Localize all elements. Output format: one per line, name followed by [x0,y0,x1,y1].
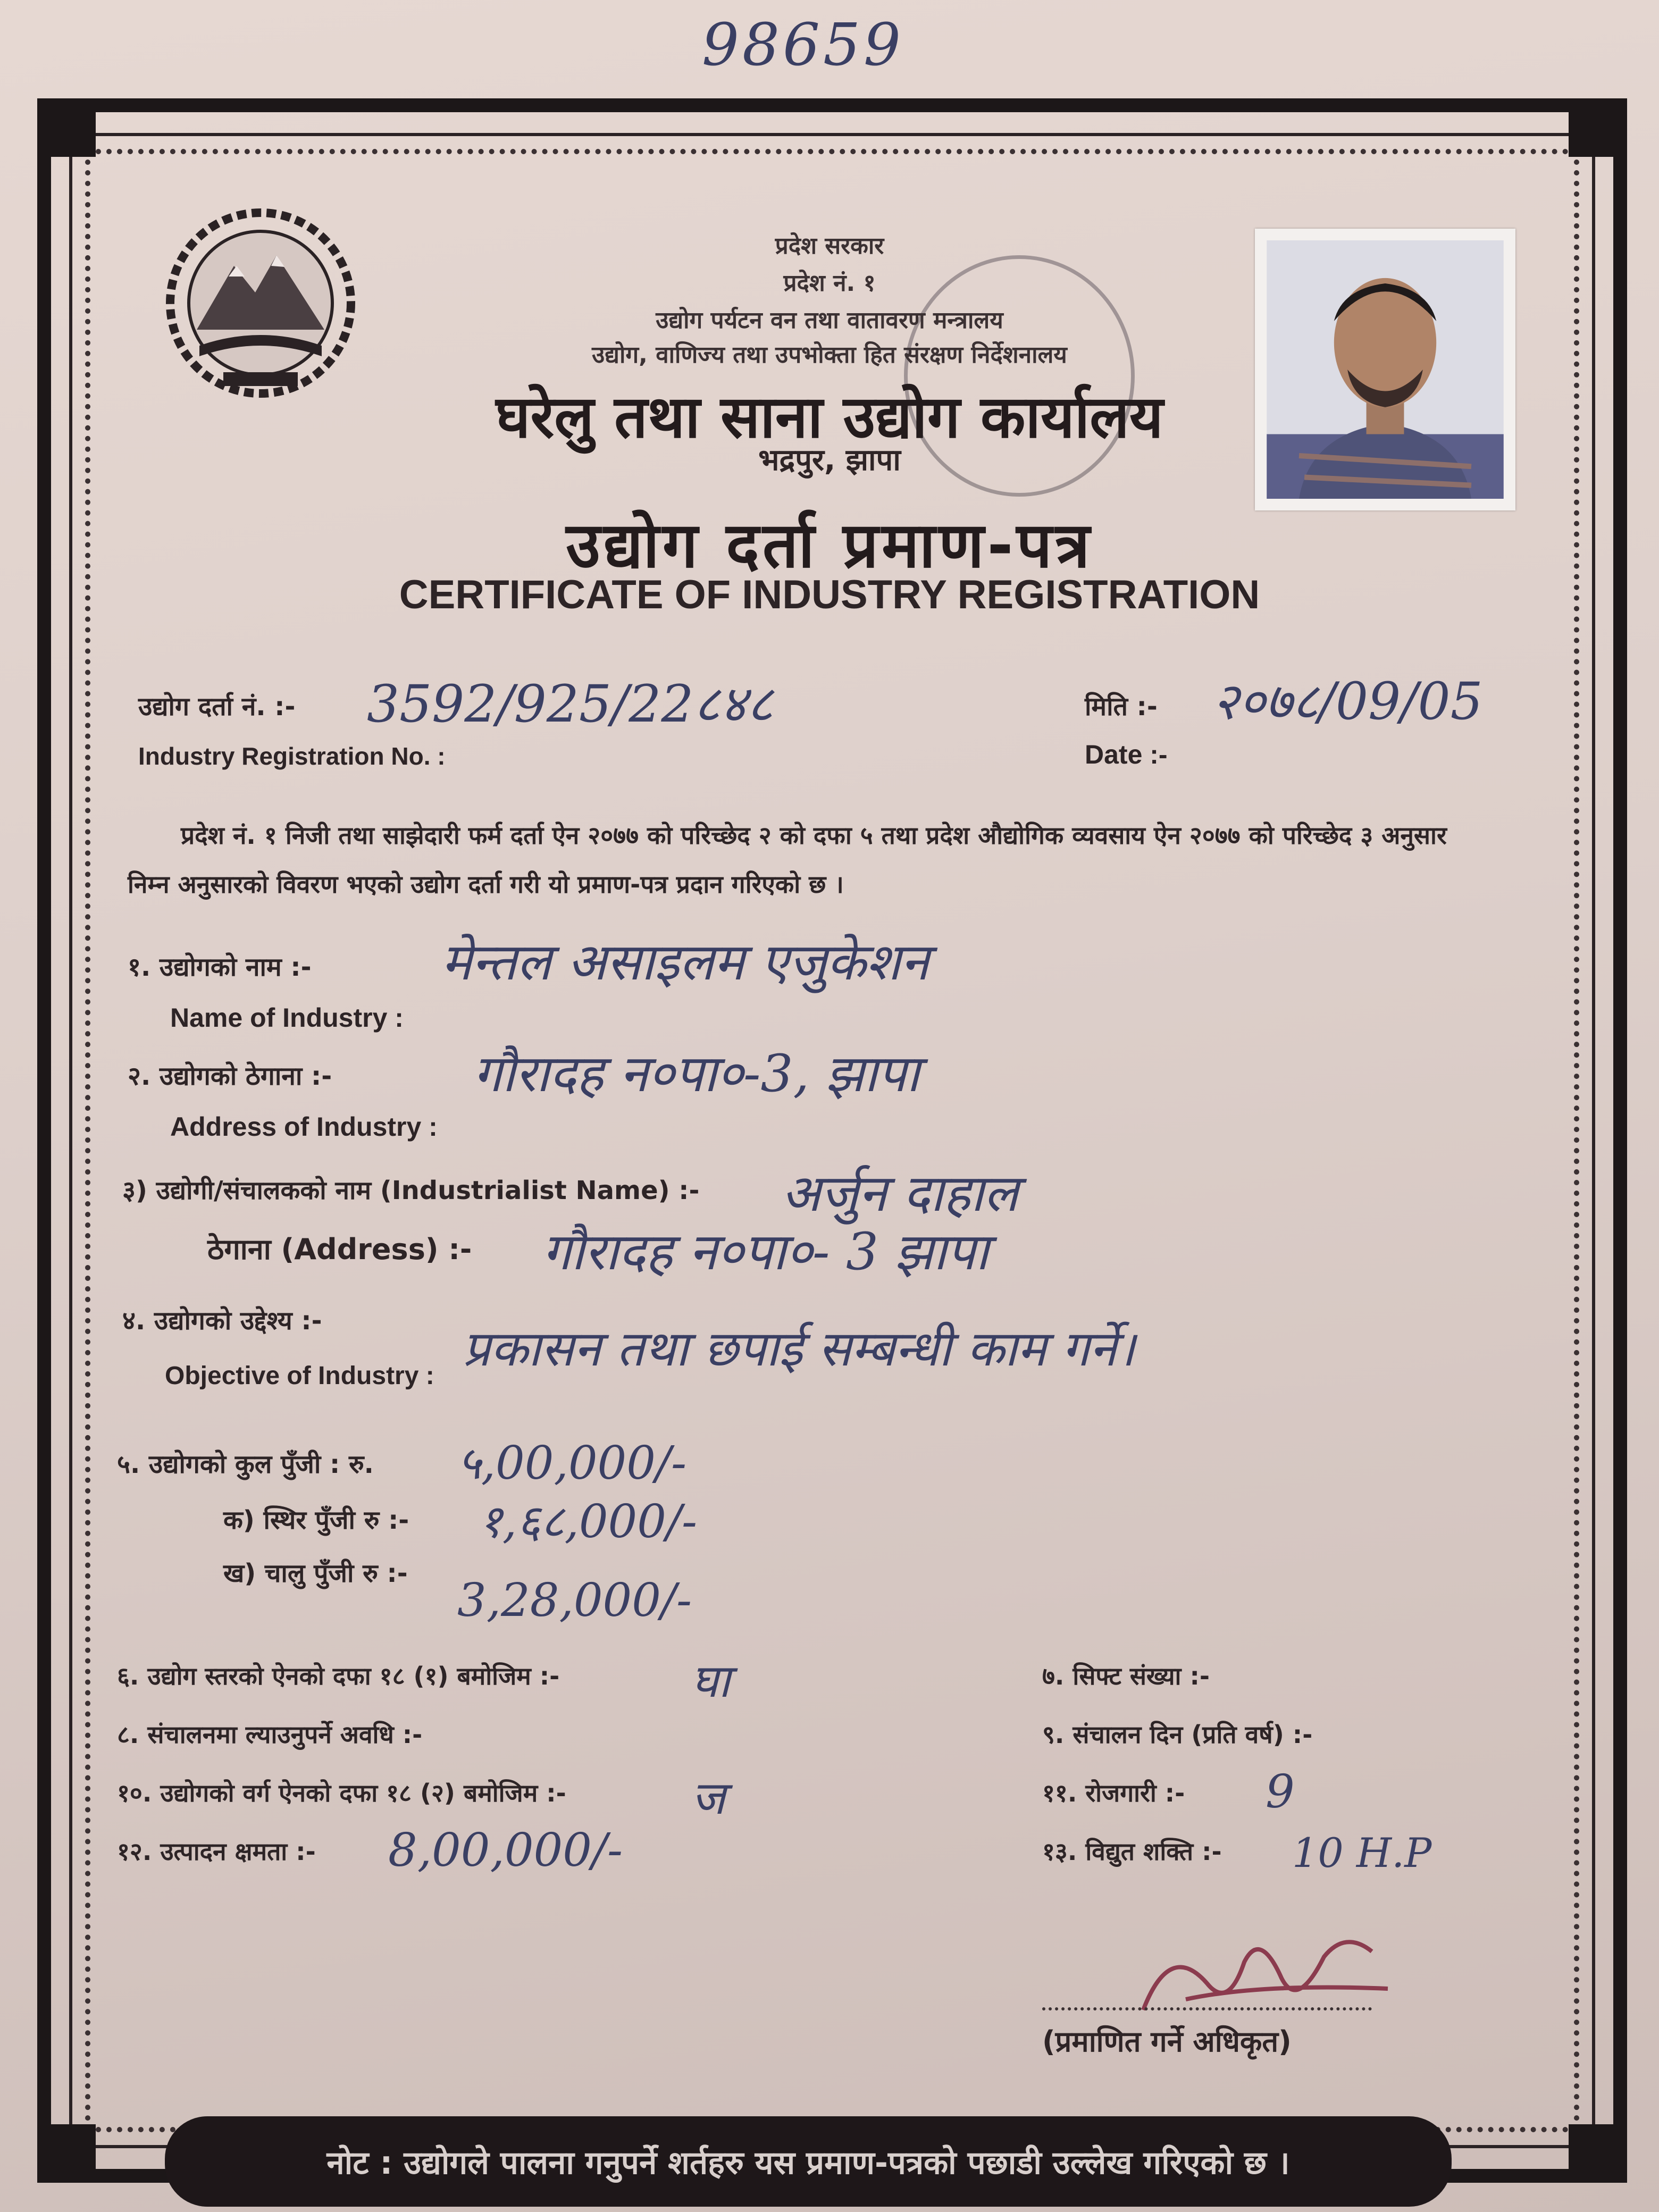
operation-duration-label: ८. संचालनमा ल्याउनुपर्ने अवधि :- [117,1720,423,1749]
industry-name-label-en: Name of Industry : [170,1003,404,1033]
person-photo-icon [1267,240,1504,499]
working-capital-value: 3,28,000/- [457,1574,692,1627]
industrialist-name-value: अर्जुन दाहाल [782,1163,1019,1223]
date-label-en: Date :- [1085,740,1168,769]
registration-label-en: Industry Registration No. : [138,742,446,770]
employment-value: 9 [1266,1765,1295,1819]
production-capacity-value: 8,00,000/- [388,1824,623,1877]
certificate-title-nepali: उद्योग दर्ता प्रमाण-पत्र [566,508,1093,582]
registration-date: २०७८/09/05 [1212,672,1483,731]
corner-ornament [37,98,96,157]
industry-address-label-en: Address of Industry : [170,1112,438,1142]
signature-line [1042,2007,1372,2010]
certificate-title-english: CERTIFICATE OF INDUSTRY REGISTRATION [399,572,1260,617]
industry-name-label: १. उद्योगको नाम :- [128,952,312,982]
objective-value: प्रकासन तथा छपाई सम्बन्धी काम गर्ने। [463,1320,1135,1377]
corner-ornament [1569,98,1627,157]
industry-address-value: गौरादह न०पा०-3, झापा [473,1044,920,1103]
fixed-capital-value: १,६८,000/- [479,1495,698,1548]
industry-address-label: २. उद्योगको ठेगाना :- [128,1061,332,1091]
corner-ornament [37,2124,96,2183]
registration-label-np: उद्योग दर्ता नं. :- [138,692,296,722]
officer-signature [1122,1920,1398,2037]
industrialist-label: ३) उद्योगी/संचालकको नाम (Industrialist Name) :- [122,1176,700,1205]
industrialist-address-label: ठेगाना (Address) :- [207,1233,472,1266]
applicant-photo [1255,229,1515,510]
total-capital-label: ५. उद्योगको कुल पुँजी : रु. [117,1449,374,1479]
signatory-label: (प्रमाणित गर्ने अधिकृत) [1042,2025,1292,2058]
industry-scale-value: घा [691,1655,731,1708]
total-capital-value: ५,00,000/- [457,1437,687,1490]
office-location: भद्रपुर, झापा [758,443,901,477]
employment-label: ११. रोजगारी :- [1042,1779,1185,1807]
fixed-capital-label: क) स्थिर पुँजी रु :- [223,1505,409,1535]
objective-label: ४. उद्योगको उद्देश्य :- [122,1306,322,1336]
header-government: प्रदेश सरकार [775,232,884,259]
shift-count-label: ७. सिफ्ट संख्या :- [1042,1662,1210,1690]
footer-note: नोट : उद्योगले पालना गनुपर्ने शर्तहरु यस प्रमाण-पत्रको पछाडी उल्लेख गरिएको छ । [165,2116,1452,2207]
electric-power-label: १३. विद्युत शक्ति :- [1042,1837,1222,1866]
intro-paragraph: प्रदेश नं. १ निजी तथा साझेदारी फर्म दर्ता ऐन २०७७ को परिच्छेद २ को दफा ५ तथा प्रदेश औद्योगिक व्यवसाय ऐन २०७७ को परिच्छेद ३ अनुसार निम्न अनुसारको विवरण भएको उद्योग दर्ता गरी यो प्रमाण-पत्र प्रदान गरिएको छ । [128,821,1447,899]
industry-category-value: ज [691,1772,725,1825]
objective-label-en: Objective of Industry : [165,1362,434,1390]
working-capital-label: ख) चालु पुँजी रु :- [223,1559,408,1588]
industrialist-address-value: गौरादह न०पा०- 3 झापा [542,1222,989,1281]
electric-power-value: 10 H.P [1292,1829,1432,1876]
industry-name-value: मेन्तल असाइलम एजुकेशन [441,932,929,992]
production-capacity-label: १२. उत्पादन क्षमता :- [117,1837,316,1866]
office-name: घरेलु तथा साना उद्योग कार्यालय [496,383,1163,451]
serial-number: 98659 [702,11,904,79]
header-directorate: उद्योग, वाणिज्य तथा उपभोक्ता हित संरक्षण निर्देशनालय [592,341,1067,368]
operating-days-label: ९. संचालन दिन (प्रति वर्ष) :- [1042,1720,1313,1749]
header-ministry: उद्योग पर्यटन वन तथा वातावरण मन्त्रालय [656,307,1003,334]
corner-ornament [1569,2124,1627,2183]
industry-category-label: १०. उद्योगको वर्ग ऐनको दफा १८ (२) बमोजिम :- [117,1779,566,1807]
date-label-np: मिति :- [1085,692,1158,722]
header-province: प्रदेश नं. १ [783,270,876,297]
industry-scale-label: ६. उद्योग स्तरको ऐनको दफा १८ (१) बमोजिम :- [117,1662,560,1690]
registration-number: 3592/925/22८४८ [367,674,774,734]
